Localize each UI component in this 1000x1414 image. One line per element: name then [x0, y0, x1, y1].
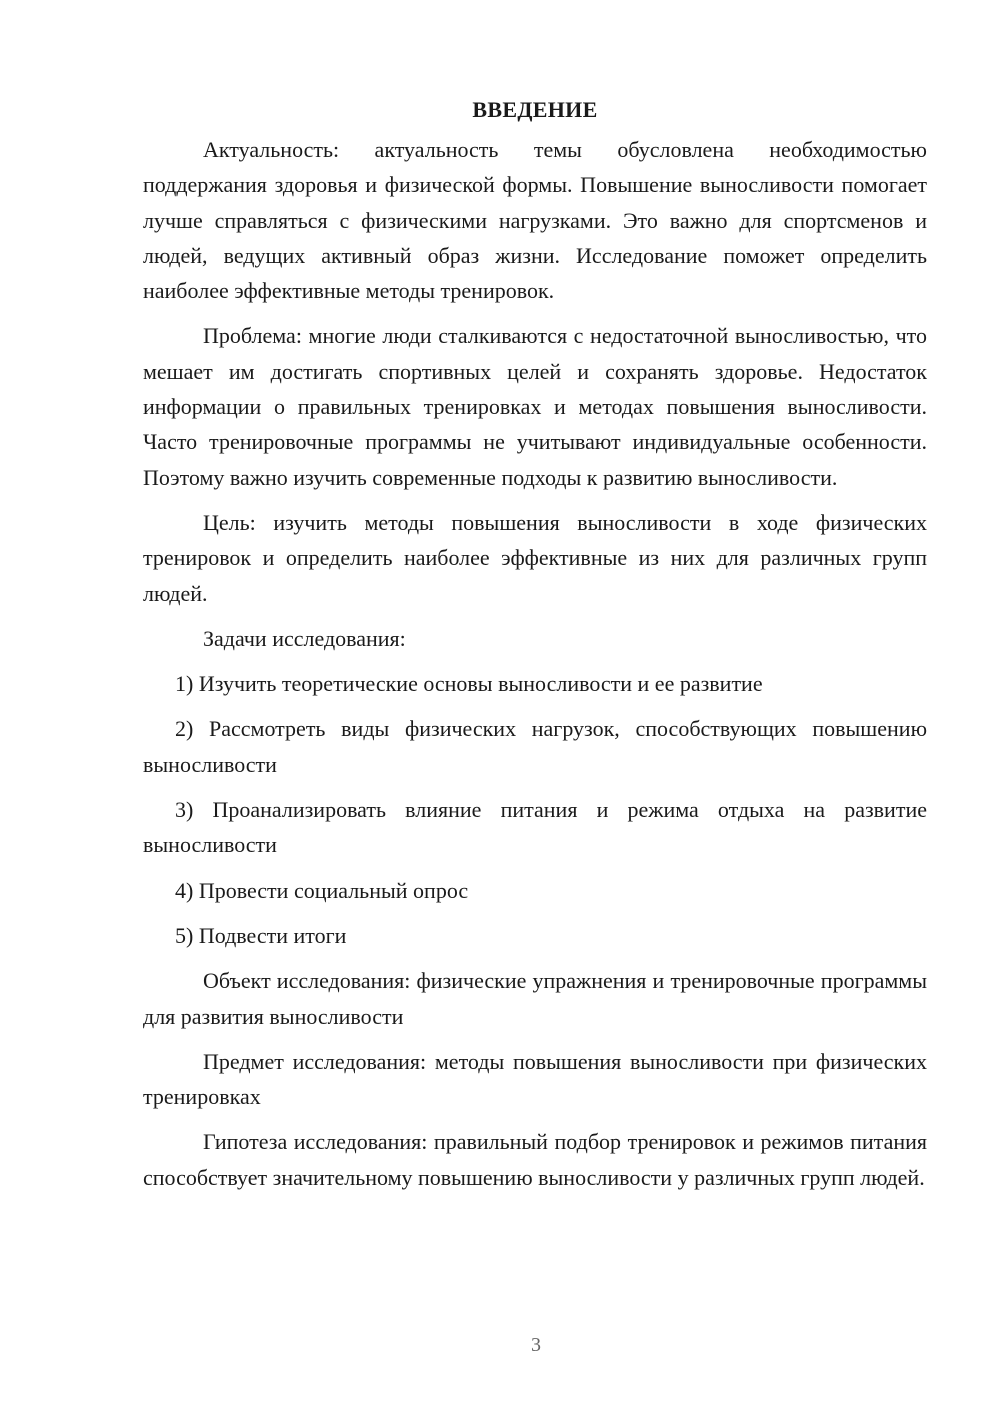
paragraph-object: Объект исследования: физические упражнения и тренировочные программы для развития выносливости	[143, 968, 927, 1029]
paragraph-problem: Проблема: многие люди сталкиваются с недостаточной выносливостью, что мешает им достигать спортивных целей и сохранять здоровье. Недостаток информации о правильных тренировках и методах повышения выносливости. Часто тренировочные программы не учитывают индивидуальные особенности. Поэтому важно изучить современные подходы к развитию выносливости.	[143, 323, 927, 490]
task-item-2: 2) Рассмотреть виды физических нагрузок, способствующих повышению выносливости	[143, 716, 927, 777]
paragraph-hypothesis: Гипотеза исследования: правильный подбор тренировок и режимов питания способствует значительному повышению выносливости у различных групп людей.	[143, 1129, 927, 1190]
document-page	[143, 92, 927, 1205]
task-item-5: 5) Подвести итоги	[175, 922, 347, 948]
task-item-1: 1) Изучить теоретические основы выносливости и ее развитие	[175, 671, 763, 697]
task-item-4: 4) Провести социальный опрос	[175, 877, 469, 903]
paragraph-subject: Предмет исследования: методы повышения выносливости при физических тренировках	[143, 1048, 927, 1110]
paragraph-goal: Цель: изучить методы повышения выносливости в ходе физических тренировок и определить наиболее эффективные из них для различных групп людей.	[143, 509, 927, 606]
task-item-3: 3) Проанализировать влияние питания и режима отдыха на развитие выносливости	[143, 797, 927, 858]
page-number: 3	[531, 1334, 541, 1356]
paragraph-relevance: Актуальность: актуальность темы обусловлена необходимостью поддержания здоровья и физической формы. Повышение выносливости помогает лучше справляться с физическими нагрузками. Это важно для спортсменов и людей, ведущих активный образ жизни. Исследование поможет определить наиболее эффективные методы тренировок.	[143, 137, 927, 304]
paragraph-tasks-heading: Задачи исследования:	[203, 625, 406, 651]
page-title: ВВЕДЕНИЕ	[472, 97, 598, 122]
